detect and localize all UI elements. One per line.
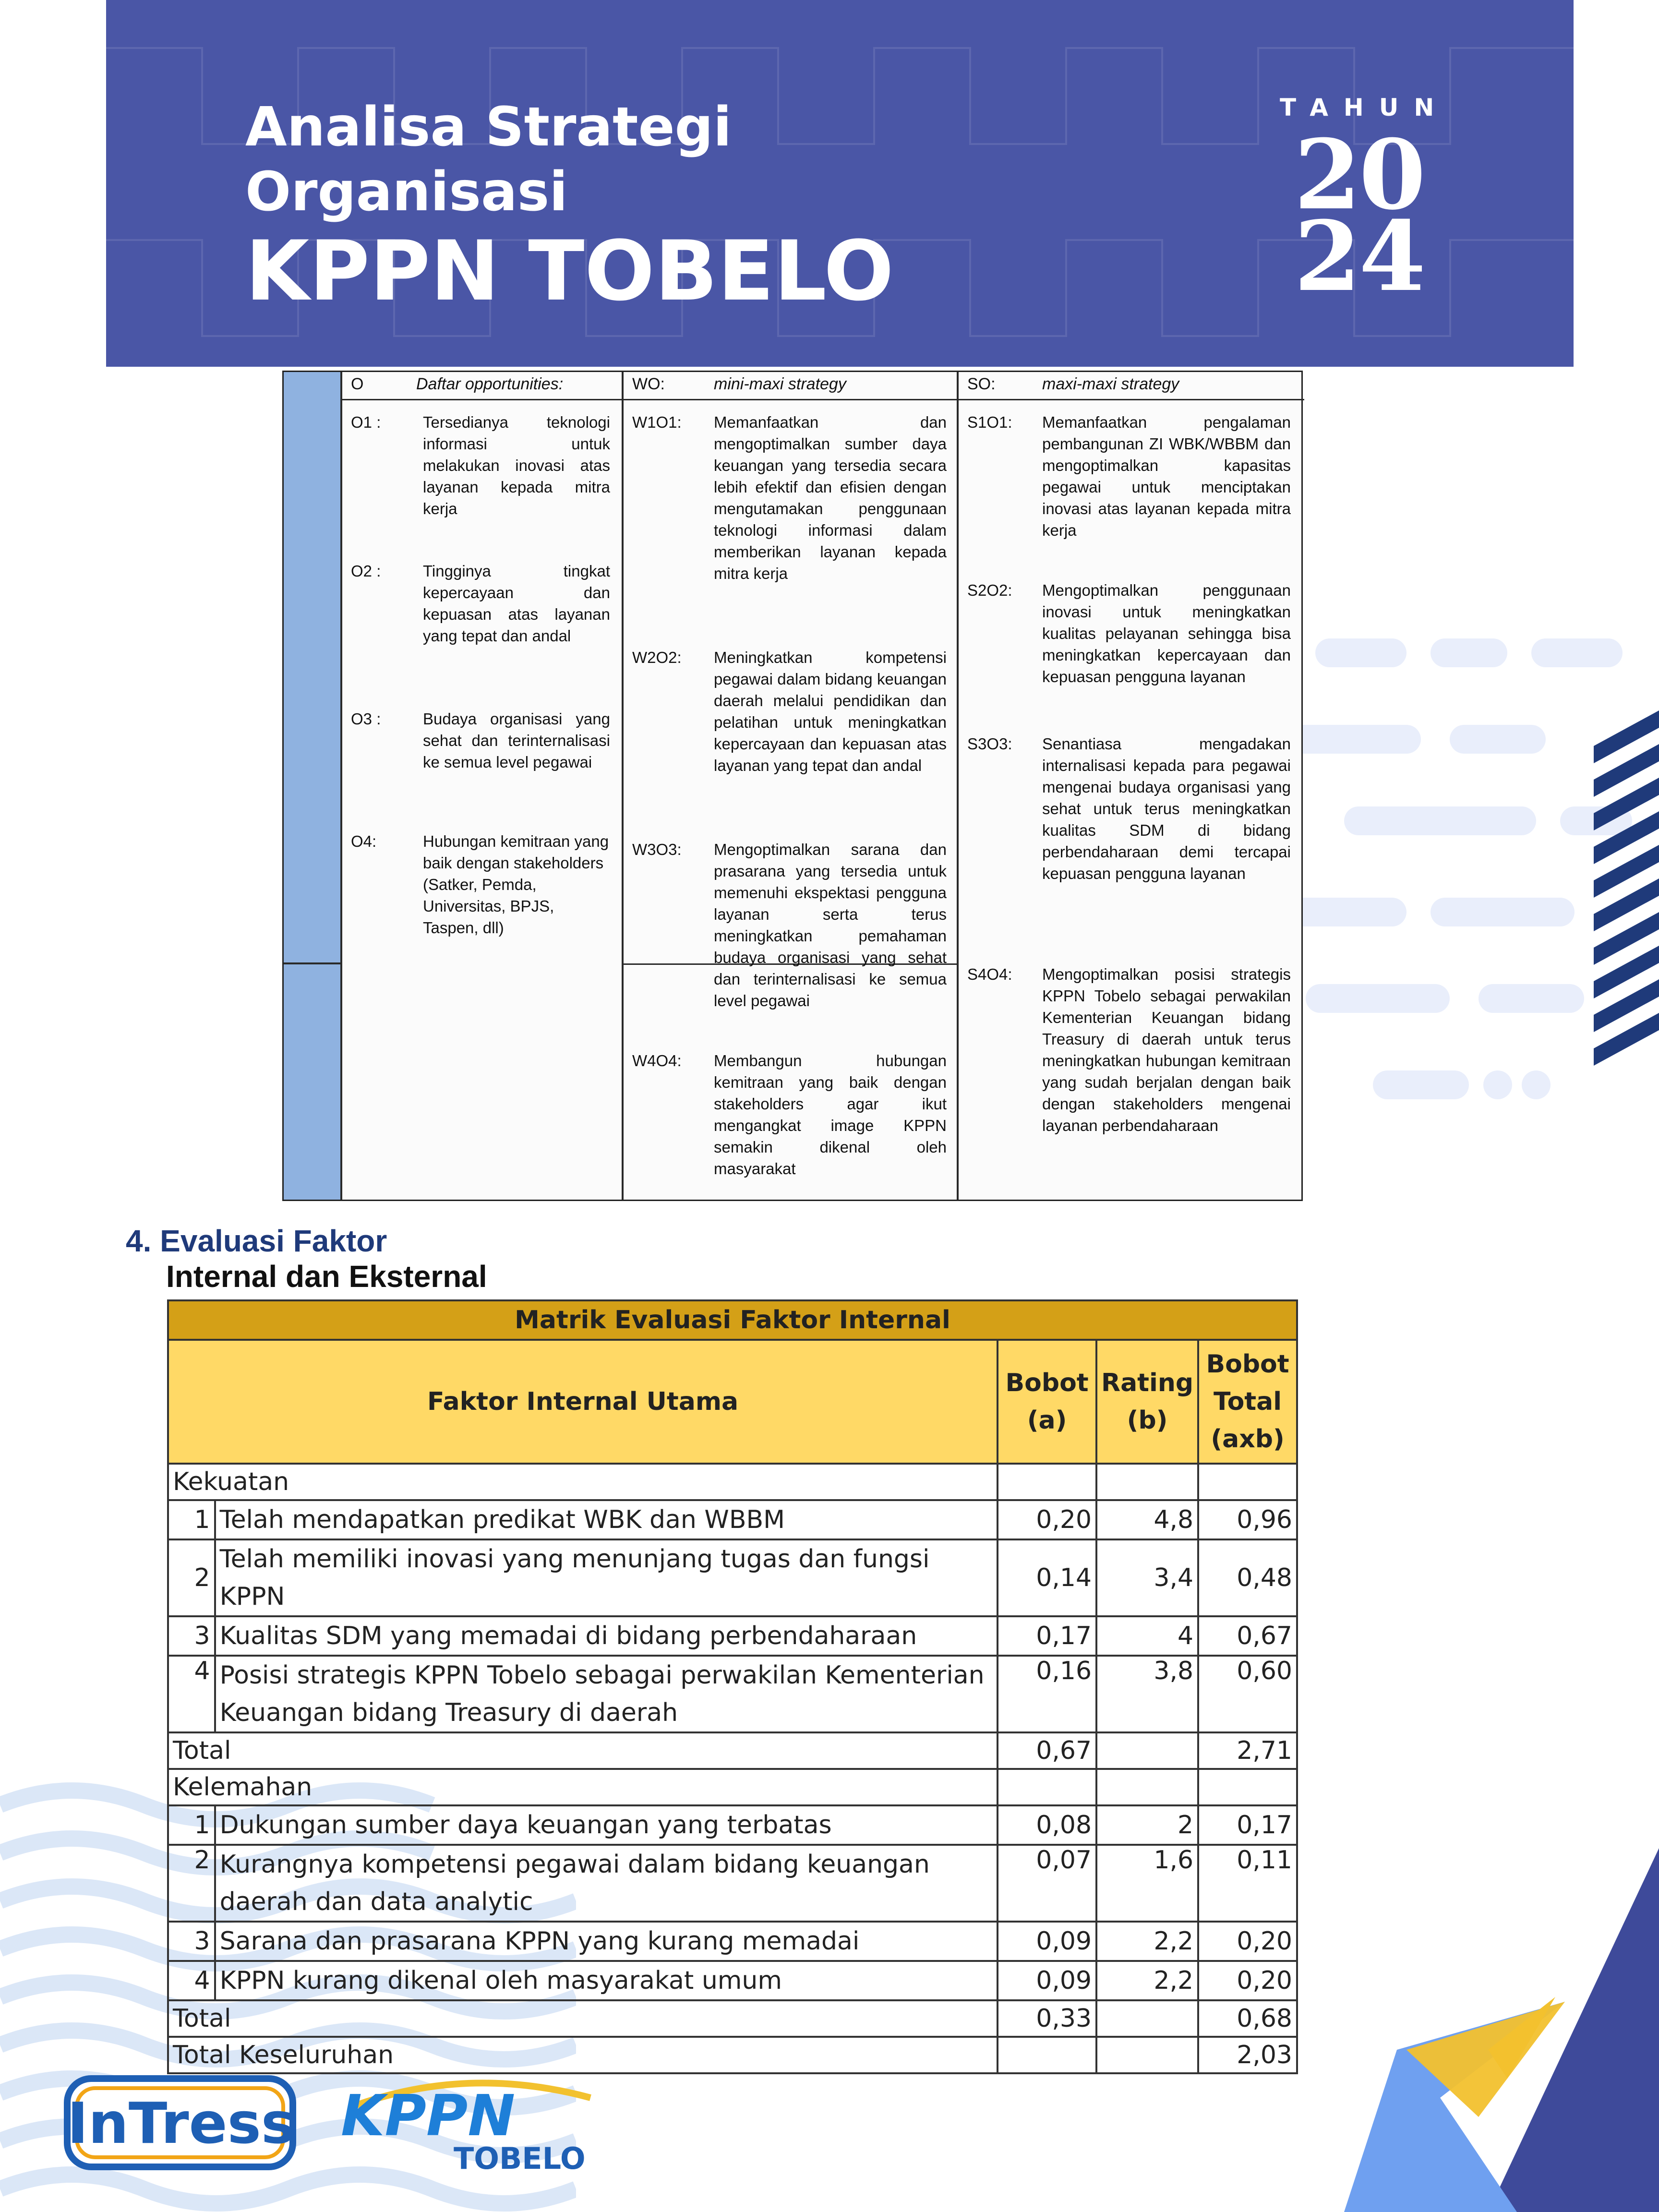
year-digits-top: 20 (1294, 119, 1424, 231)
bobot-value: 0,17 (998, 1616, 1096, 1656)
subtotal-total: 0,68 (1198, 2000, 1297, 2037)
bobot-value: 0,20 (998, 1500, 1096, 1539)
page-title-organization: KPPN TOBELO (245, 223, 894, 319)
wo-strategy-text: Meningkatkan kompetensi pegawai dalam bidang keuangan daerah melalui pendidikan dan pelatihan untuk meningkatkan kepercayaan dan kepuasan atas layanan yang tepat dan andal (714, 649, 947, 774)
bobot-total-value: 0,48 (1198, 1539, 1297, 1616)
header-divider (342, 399, 1304, 400)
bobot-total-value: 0,20 (1198, 1922, 1297, 1961)
row-number: 3 (168, 1922, 215, 1961)
row-number: 2 (168, 1539, 215, 1616)
swot-strategy-table (282, 371, 1303, 1201)
row-number: 3 (168, 1616, 215, 1656)
wo-strategy-text: Membangun hubungan kemitraan yang baik dengan stakeholders agar ikut mengangkat image KPPN semakin dikenal oleh masyarakat (714, 1052, 947, 1178)
page-title-line2: Organisasi (245, 161, 568, 223)
bobot-total-value: 0,60 (1198, 1656, 1297, 1732)
wo-header-code: WO: (632, 375, 665, 393)
group-label: Kekuatan (168, 1464, 998, 1500)
bobot-value: 0,09 (998, 1961, 1096, 2000)
rating-value: 3,4 (1096, 1539, 1198, 1616)
subtotal-label: Total (168, 2000, 998, 2037)
subtotal-row-weaknesses (168, 2000, 1297, 2037)
opportunity-text: Tingginya tingkat kepercayaan dan kepuasan atas layanan yang tepat dan andal (423, 562, 610, 645)
bobot-value: 0,09 (998, 1922, 1096, 1961)
bobot-total-value: 0,11 (1198, 1845, 1297, 1922)
rating-value: 3,8 (1096, 1656, 1198, 1732)
table-row (168, 1539, 1297, 1616)
grand-total-row (168, 2037, 1297, 2073)
table-row (168, 1961, 1297, 2000)
swot-side-divider (284, 962, 342, 964)
section-subheading: Internal dan Eksternal (166, 1259, 487, 1294)
factor-name: Kurangnya kompetensi pegawai dalam bidang keuangan daerah dan data analytic (215, 1845, 998, 1922)
column-divider (622, 372, 624, 1200)
kppn-logo-subtext: TOBELO (454, 2141, 586, 2175)
bobot-total-value: 0,67 (1198, 1616, 1297, 1656)
rating-value: 2 (1096, 1805, 1198, 1845)
opportunity-code: O3 : (351, 710, 381, 728)
year-label: TAHUN (1280, 94, 1450, 121)
rating-value: 4,8 (1096, 1500, 1198, 1539)
factor-name: Sarana dan prasarana KPPN yang kurang memadai (215, 1922, 998, 1961)
swot-side-column (284, 372, 342, 1200)
subtotal-rating (1096, 2000, 1198, 2037)
so-strategy-code: S1O1: (967, 413, 1012, 431)
opportunity-text: Tersedianya teknologi informasi untuk melakukan inovasi atas layanan kepada mitra kerja (423, 413, 610, 517)
row-number: 4 (168, 1961, 215, 2000)
bobot-value: 0,14 (998, 1539, 1096, 1616)
rating-value: 1,6 (1096, 1845, 1198, 1922)
intress-logo-text: InTress (67, 2090, 295, 2156)
section-heading: 4. Evaluasi Faktor (126, 1224, 387, 1258)
bobot-value: 0,16 (998, 1656, 1096, 1732)
table-row (168, 1805, 1297, 1845)
row-number: 4 (168, 1656, 215, 1732)
opportunity-item (351, 830, 615, 955)
column-header-bobot-total: Bobot Total (axb) (1198, 1340, 1297, 1464)
subtotal-row-strengths (168, 1732, 1297, 1769)
table-row (168, 1845, 1297, 1922)
column-header-bobot: Bobot (a) (998, 1340, 1096, 1464)
grand-total-bobot (998, 2037, 1096, 2073)
so-strategy-code: S3O3: (967, 735, 1012, 753)
opportunity-item (351, 560, 615, 685)
subtotal-bobot: 0,33 (998, 2000, 1096, 2037)
opportunity-item (351, 411, 615, 536)
rating-value: 4 (1096, 1616, 1198, 1656)
so-strategy-text: Senantiasa mengadakan internalisasi kepada para pegawai mengenai budaya organisasi yang sehat untuk terus meningkatkan kualitas SDM di bidang perbendaharaan demi tercapai kepuasan pengguna layanan (1042, 735, 1291, 882)
bobot-value: 0,07 (998, 1845, 1096, 1922)
bobot-total-value: 0,17 (1198, 1805, 1297, 1845)
factor-name: Telah memiliki inovasi yang menunjang tugas dan fungsi KPPN (215, 1539, 998, 1616)
matrix-caption-row (168, 1300, 1297, 1340)
wo-strategy-code: W2O2: (632, 649, 682, 666)
group-row-strengths (168, 1464, 1297, 1500)
matrix-caption: Matrik Evaluasi Faktor Internal (168, 1300, 1297, 1340)
so-strategy-code: S2O2: (967, 581, 1012, 599)
year-digits-bottom: 24 (1294, 200, 1424, 313)
opportunity-text: Hubungan kemitraan yang baik dengan stakeholders (Satker, Pemda, Universitas, BPJS, Taspen, dll) (423, 832, 609, 937)
row-number: 1 (168, 1805, 215, 1845)
opportunity-code: O4: (351, 832, 377, 850)
matrix-header-row (168, 1340, 1297, 1464)
internal-factor-matrix (167, 1299, 1298, 2074)
header-banner (106, 0, 1574, 367)
so-strategy-text: Mengoptimalkan posisi strategis KPPN Tobelo sebagai perwakilan Kementerian Keuangan bidang Treasury di daerah untuk terus meningkatkan hubungan kemitraan yang sudah berjalan dengan baik dengan stakeholders mengenai layanan perbendaharaan (1042, 965, 1291, 1134)
grand-total-value: 2,03 (1198, 2037, 1297, 2073)
wo-strategy-code: W3O3: (632, 841, 682, 858)
wo-strategy-text: Memanfaatkan dan mengoptimalkan sumber daya keuangan yang tersedia secara lebih efektif dan efisien dengan mengutamakan penggunaan teknologi informasi dalam memberikan layanan kepada mitra kerja (714, 413, 947, 582)
kppn-tobelo-logo (331, 2079, 600, 2175)
wo-strategy-text: Mengoptimalkan sarana dan prasarana yang tersedia untuk memenuhi ekspektasi pengguna layanan serta terus meningkatkan pemahaman budaya organisasi yang sehat dan terinternalisasi ke semua level pegawai (714, 841, 947, 1010)
subtotal-bobot: 0,67 (998, 1732, 1096, 1769)
factor-name: Posisi strategis KPPN Tobelo sebagai perwakilan Kementerian Keuangan bidang Treasury di daerah (215, 1656, 998, 1732)
page-title-line1: Analisa Strategi (245, 96, 732, 158)
column-header-rating: Rating (b) (1096, 1340, 1198, 1464)
factor-name: KPPN kurang dikenal oleh masyarakat umum (215, 1961, 998, 2000)
subtotal-rating (1096, 1732, 1198, 1769)
group-label: Kelemahan (168, 1769, 998, 1805)
decorative-triangles (1344, 1848, 1659, 2212)
grand-total-label: Total Keseluruhan (168, 2037, 998, 2073)
opportunity-code: O2 : (351, 562, 381, 580)
wo-strategy-code: W1O1: (632, 413, 682, 431)
opportunity-text: Budaya organisasi yang sehat dan terinternalisasi ke semua level pegawai (423, 710, 610, 771)
opportunity-item (351, 708, 615, 814)
factor-name: Telah mendapatkan predikat WBK dan WBBM (215, 1500, 998, 1539)
wo-header-label: mini-maxi strategy (714, 375, 846, 393)
so-strategy-text: Memanfaatkan pengalaman pembangunan ZI WBK/WBBM dan mengoptimalkan kapasitas pegawai untuk menciptakan inovasi atas layanan kepada mitra kerja (1042, 413, 1291, 539)
bobot-total-value: 0,20 (1198, 1961, 1297, 2000)
grand-total-rating (1096, 2037, 1198, 2073)
rating-value: 2,2 (1096, 1961, 1198, 2000)
group-row-weaknesses (168, 1769, 1297, 1805)
table-row (168, 1500, 1297, 1539)
bobot-total-value: 0,96 (1198, 1500, 1297, 1539)
bobot-value: 0,08 (998, 1805, 1096, 1845)
table-row (168, 1616, 1297, 1656)
so-header-code: SO: (967, 375, 996, 393)
table-row (168, 1922, 1297, 1961)
so-strategy-text: Mengoptimalkan penggunaan inovasi untuk meningkatkan kualitas pelayanan sehingga bisa meningkatkan kepercayaan dan kepuasan pengguna layanan (1042, 581, 1291, 685)
decorative-stripes (1594, 710, 1659, 1104)
row-number: 1 (168, 1500, 215, 1539)
table-row (168, 1656, 1297, 1732)
subtotal-label: Total (168, 1732, 998, 1769)
column-divider (957, 372, 959, 1200)
rating-value: 2,2 (1096, 1922, 1198, 1961)
opportunity-code: O1 : (351, 413, 381, 431)
so-strategy-code: S4O4: (967, 965, 1012, 983)
factor-name: Dukungan sumber daya keuangan yang terbatas (215, 1805, 998, 1845)
intress-logo (63, 2072, 299, 2174)
column-header-factor: Faktor Internal Utama (168, 1340, 998, 1464)
kppn-logo-text: KPPN (341, 2082, 516, 2149)
so-header-label: maxi-maxi strategy (1042, 375, 1179, 393)
opportunities-header-code: O (351, 375, 364, 393)
wo-strategy-code: W4O4: (632, 1052, 682, 1070)
opportunities-header-label: Daftar opportunities: (416, 375, 564, 393)
factor-name: Kualitas SDM yang memadai di bidang perbendaharaan (215, 1616, 998, 1656)
subtotal-total: 2,71 (1198, 1732, 1297, 1769)
row-number: 2 (168, 1845, 215, 1922)
